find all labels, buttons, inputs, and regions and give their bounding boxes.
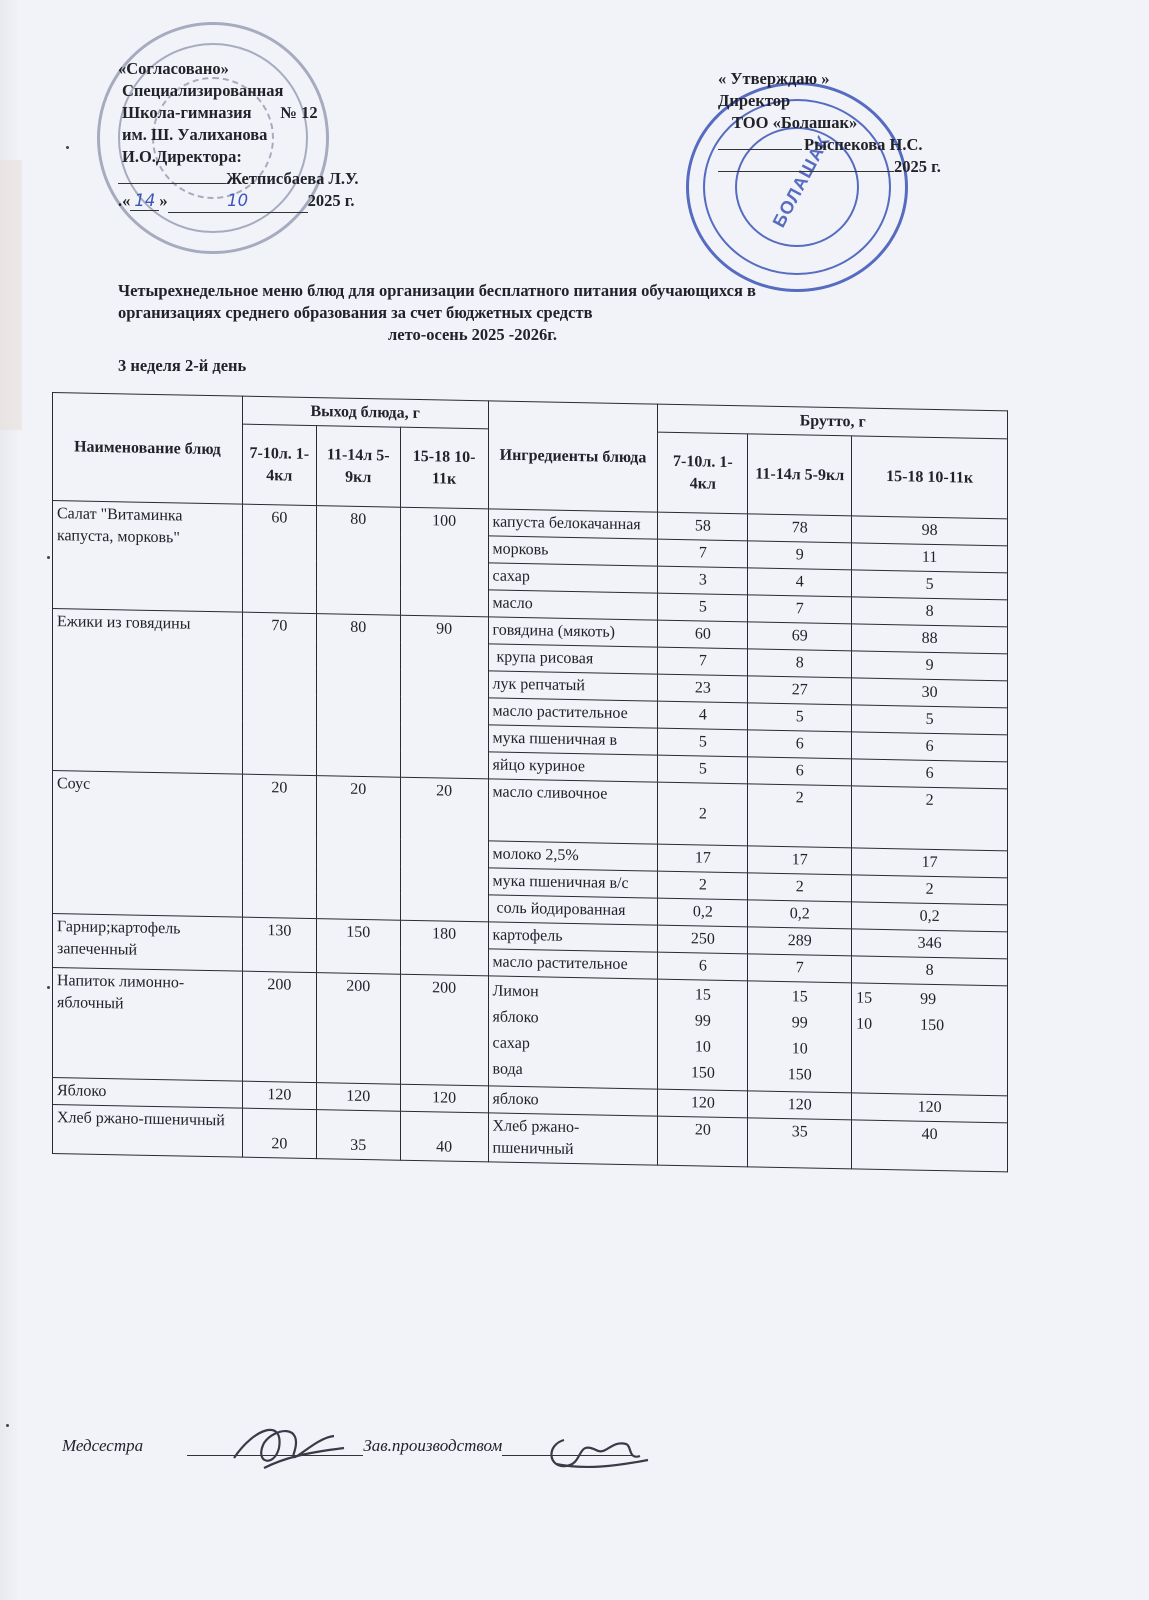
day-label: 3 неделя 2-й день <box>118 356 247 375</box>
brutto-cell: 58 <box>658 512 748 541</box>
brutto-cell: 5 <box>658 593 748 622</box>
yield-cell: 200 <box>316 973 400 1085</box>
approval-right <box>718 68 941 178</box>
yield-cell: 150 <box>316 919 400 975</box>
brutto-cell: 6 <box>852 759 1008 789</box>
brutto-cell: 2 <box>658 782 748 846</box>
ingredient-cell: яйцо куриное <box>488 752 658 782</box>
margin-dot <box>6 1424 9 1427</box>
dish-name: Напиток лимонно-яблочный <box>53 968 243 1082</box>
brutto-cell: 15 99 10 150 <box>658 979 748 1091</box>
approval-left-org1: Специализированная <box>122 81 284 100</box>
header-brutto: Брутто, г <box>658 404 1008 439</box>
brutto-cell: 0,2 <box>852 902 1008 932</box>
ingredient-cell: мука пшеничная в <box>488 725 658 755</box>
brutto-cell: 4 <box>748 568 852 597</box>
brutto-cell: 5 <box>852 570 1008 600</box>
approval-left-signature-line: Жетписбаева Л.У. <box>118 168 359 190</box>
yield-cell: 20 <box>242 1108 316 1158</box>
brutto-cell: 346 <box>852 929 1008 959</box>
dish-name: Хлеб ржано-пшеничный <box>53 1105 243 1158</box>
approval-left-title: «Согласовано» <box>118 59 229 78</box>
stamp-word: БОЛАШАК <box>768 131 834 231</box>
approval-left <box>118 58 359 213</box>
yield-cell: 200 <box>400 974 488 1086</box>
yield-cell: 120 <box>316 1083 400 1112</box>
brutto-cell: 78 <box>748 514 852 543</box>
dish-name: Салат "Витаминка капуста, морковь" <box>53 501 243 613</box>
brutto-cell: 11 <box>852 543 1008 573</box>
production-label: Зав.производством <box>363 1436 503 1455</box>
brutto-cell: 7 <box>748 595 852 624</box>
brutto-cell: 250 <box>658 925 748 954</box>
ingredient-cell: лук репчатый <box>488 671 658 701</box>
approval-right-signature-line: Рыспекова Н.С. <box>718 134 941 156</box>
yield-cell: 120 <box>400 1084 488 1113</box>
approval-left-org3: им. Ш. Уалиханова <box>122 125 268 144</box>
brutto-cell: 7 <box>658 539 748 568</box>
brutto-cell: 15 99 10 150 <box>748 981 852 1093</box>
brutto-cell: 40 <box>852 1120 1008 1172</box>
brutto-cell: 289 <box>748 927 852 956</box>
brutto-cell: 5 <box>748 703 852 732</box>
brutto-cell: 9 <box>852 651 1008 681</box>
yield-cell: 60 <box>242 504 316 613</box>
header-ingredients: Ингредиенты блюда <box>488 401 658 512</box>
brutto-cell: 5 <box>658 755 748 784</box>
brutto-cell: 98 <box>852 516 1008 546</box>
brutto-cell: 120 <box>748 1091 852 1120</box>
yield-cell: 80 <box>316 506 400 616</box>
approval-left-position: И.О.Директора: <box>122 147 242 166</box>
brutto-cell: 35 <box>748 1118 852 1169</box>
approval-right-title: « Утверждаю » <box>718 69 830 88</box>
brutto-cell: 7 <box>748 954 852 983</box>
brutto-cell: 6 <box>658 952 748 981</box>
brutto-cell: 60 <box>658 620 748 649</box>
brutto-cell: 2 <box>852 875 1008 905</box>
yield-cell: 20 <box>400 777 488 922</box>
brutto-cell: 8 <box>852 597 1008 627</box>
menu-table <box>52 392 1008 1172</box>
brutto-cell: 20 <box>658 1116 748 1167</box>
brutto-cell: 120 <box>658 1089 748 1118</box>
margin-dot <box>47 556 50 559</box>
brutto-cell: 120 <box>852 1093 1008 1123</box>
brutto-cell: 2 <box>748 873 852 902</box>
brutto-cell: 23 <box>658 674 748 703</box>
ingredient-cell: масло растительное <box>488 698 658 728</box>
ingredient-cell: яблоко <box>488 1086 658 1116</box>
brutto-cell: 17 <box>658 844 748 873</box>
ingredient-cell: масло <box>488 590 658 620</box>
header-brutto-age2: 11-14л 5-9кл <box>748 434 852 516</box>
brutto-cell: 30 <box>852 678 1008 708</box>
dish-name: Яблоко <box>53 1078 243 1109</box>
brutto-cell: 69 <box>748 622 852 651</box>
header-brutto-age3: 15-18 10-11к <box>852 436 1008 519</box>
brutto-cell: 4 <box>658 701 748 730</box>
ingredient-cell: мука пшеничная в/с <box>488 868 658 898</box>
header-dish-name: Наименование блюд <box>53 393 243 505</box>
yield-cell: 40 <box>400 1111 488 1162</box>
brutto-cell: 2 <box>748 784 852 848</box>
brutto-cell: 88 <box>852 624 1008 654</box>
table-row <box>53 968 1008 1096</box>
dish-name: Гарнир;картофель запеченный <box>53 914 243 972</box>
header-yield-age2: 11-14л 5-9кл <box>316 426 400 508</box>
header-yield-age3: 15-18 10-11к <box>400 427 488 509</box>
ingredient-cell: крупа рисовая <box>488 644 658 674</box>
approval-right-position: Директор <box>718 91 791 110</box>
brutto-cell: 3 <box>658 566 748 595</box>
brutto-cell: 7 <box>658 647 748 676</box>
ingredient-cell: морковь <box>488 536 658 566</box>
brutto-cell: 27 <box>748 676 852 705</box>
yield-cell: 20 <box>242 774 316 918</box>
approval-right-date: 2025 г. <box>718 156 941 178</box>
brutto-cell: 6 <box>748 757 852 786</box>
yield-cell: 80 <box>316 614 400 778</box>
ingredient-cell: картофель <box>488 922 658 952</box>
ingredient-cell: Хлеб ржано-пшеничный <box>488 1113 658 1165</box>
nurse-label: Медсестра <box>62 1436 144 1455</box>
yield-cell: 120 <box>242 1081 316 1109</box>
ingredient-cell: капуста белокачанная <box>488 509 658 539</box>
margin-dot <box>66 146 69 149</box>
brutto-cell: 6 <box>748 730 852 759</box>
ingredient-cell: соль йодированная <box>488 895 658 925</box>
ingredient-cell: говядина (мякоть) <box>488 617 658 647</box>
brutto-cell: 5 <box>852 705 1008 735</box>
photo-left-edge-shadow <box>0 160 22 430</box>
brutto-cell: 0,2 <box>748 900 852 929</box>
brutto-cell: 6 <box>852 732 1008 762</box>
header-yield-age1: 7-10л. 1-4кл <box>242 424 316 505</box>
dish-name: Соус <box>53 771 243 918</box>
approval-left-date: .« 14 » 10 2025 г. <box>118 190 359 213</box>
nurse-signature <box>224 1408 354 1484</box>
production-signature <box>536 1420 656 1490</box>
ingredient-cell: масло сливочное <box>488 779 658 844</box>
yield-cell: 180 <box>400 920 488 976</box>
ingredient-cell: Лимон яблоко сахар вода <box>488 976 658 1089</box>
ingredient-cell: сахар <box>488 563 658 593</box>
brutto-cell: 17 <box>852 848 1008 878</box>
brutto-cell: 5 <box>658 728 748 757</box>
yield-cell: 130 <box>242 917 316 972</box>
brutto-cell: 2 <box>852 786 1008 851</box>
yield-cell: 200 <box>242 971 316 1082</box>
yield-cell: 90 <box>400 615 488 779</box>
ingredient-cell: молоко 2,5% <box>488 841 658 871</box>
header-yield: Выход блюда, г <box>242 396 488 429</box>
brutto-cell: 9 <box>748 541 852 570</box>
yield-cell: 100 <box>400 507 488 617</box>
yield-cell: 35 <box>316 1110 400 1161</box>
approval-left-org2: Школа-гимназия № 12 <box>122 103 318 122</box>
brutto-cell: 15 99 10 150 <box>852 983 1008 1096</box>
brutto-cell: 0,2 <box>658 898 748 927</box>
brutto-cell: 2 <box>658 871 748 900</box>
yield-cell: 20 <box>316 776 400 921</box>
ingredient-cell: масло растительное <box>488 949 658 979</box>
brutto-cell: 8 <box>852 956 1008 986</box>
dish-name: Ежики из говядины <box>53 609 243 775</box>
margin-dot <box>47 986 50 989</box>
brutto-cell: 17 <box>748 846 852 875</box>
menu-title: Четырехнедельное меню блюд для организации бесплатного питания обучающихся в организациях среднего образования за счет бюджетных средств лето-осень 2025 -2026г. <box>118 281 756 344</box>
brutto-cell: 8 <box>748 649 852 678</box>
yield-cell: 70 <box>242 612 316 775</box>
header-brutto-age1: 7-10л. 1-4кл <box>658 432 748 514</box>
approval-right-org: ТОО «Болашак» <box>732 113 858 132</box>
